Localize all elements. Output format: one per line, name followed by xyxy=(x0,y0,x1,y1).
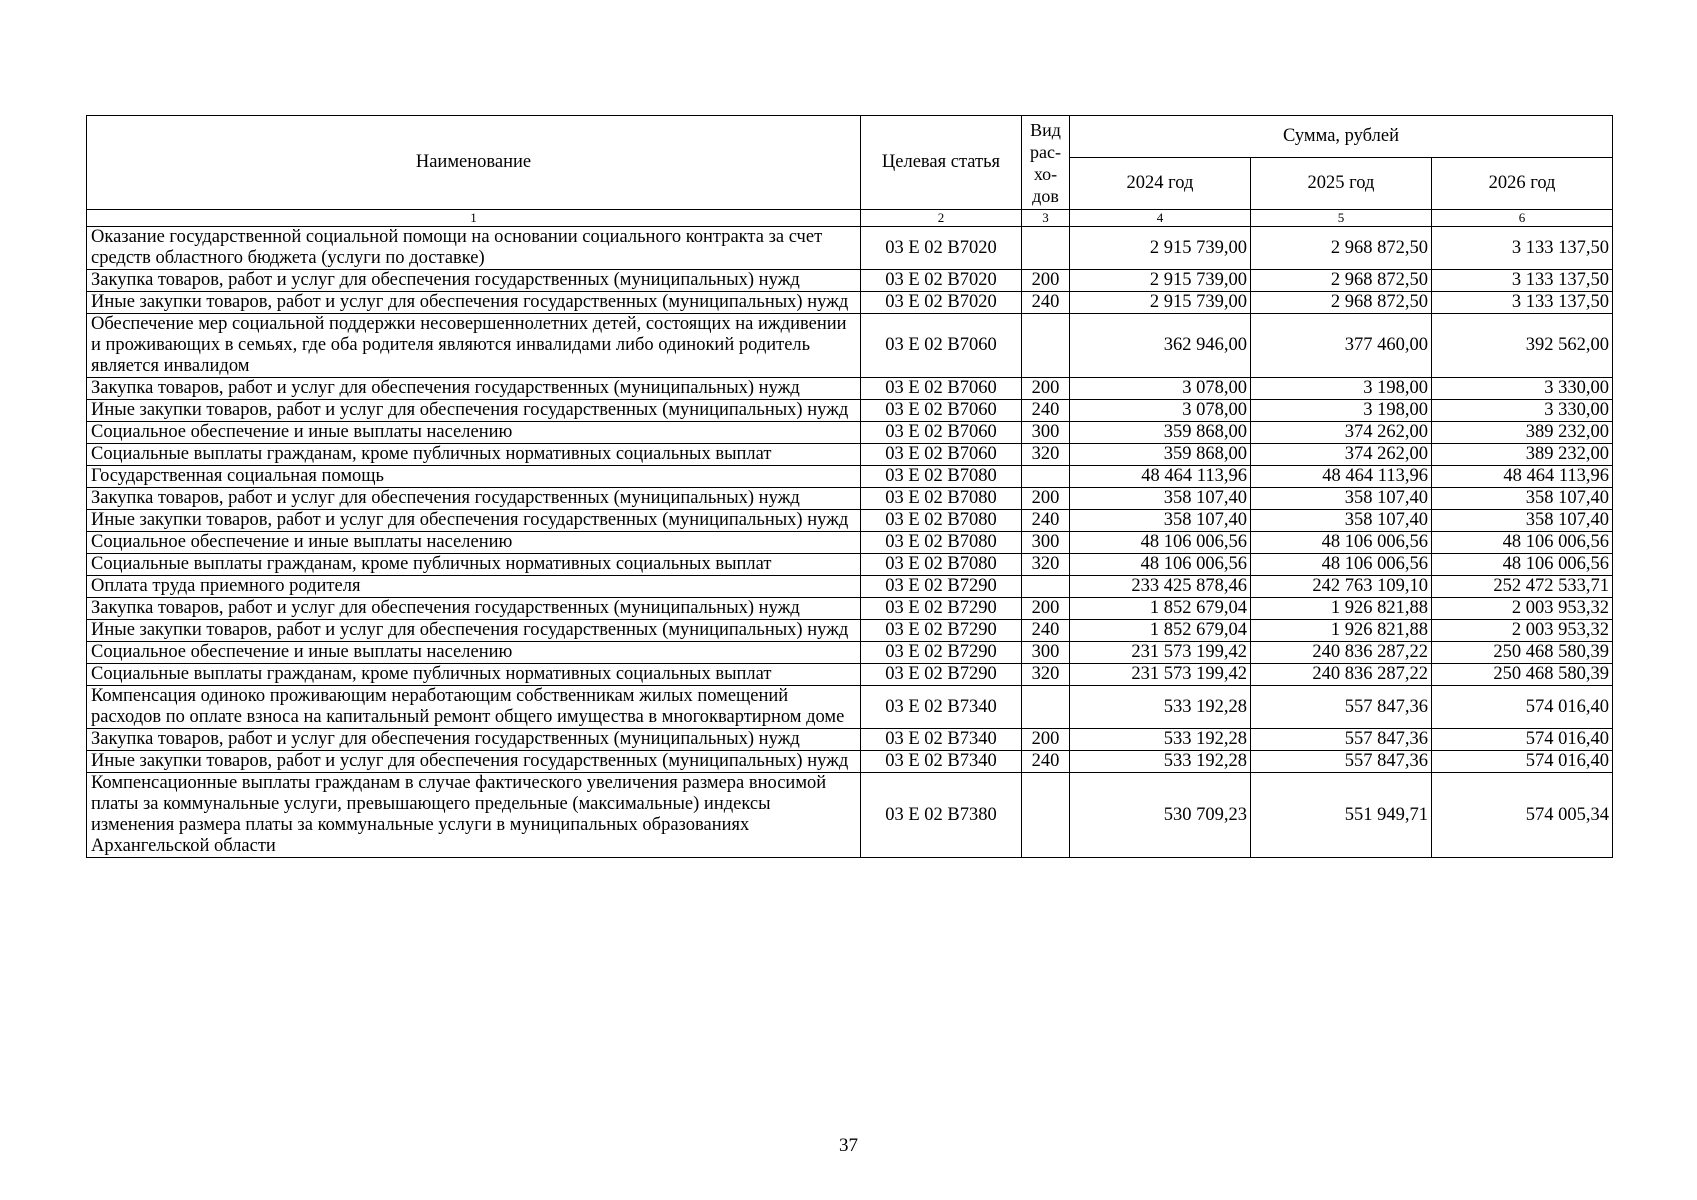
table-row xyxy=(87,270,1613,292)
row-amount-2025: 557 847,36 xyxy=(1251,751,1432,773)
row-amount-2025: 240 836 287,22 xyxy=(1251,642,1432,664)
row-amount-2026: 2 003 953,32 xyxy=(1432,598,1613,620)
column-number: 3 xyxy=(1022,210,1070,227)
row-expense-kind xyxy=(1022,314,1070,378)
row-amount-2024: 362 946,00 xyxy=(1070,314,1251,378)
row-name: Оплата труда приемного родителя xyxy=(87,576,861,598)
row-expense-kind: 240 xyxy=(1022,400,1070,422)
header-expense-kind xyxy=(1022,116,1070,210)
row-amount-2025: 374 262,00 xyxy=(1251,422,1432,444)
row-amount-2024: 533 192,28 xyxy=(1070,686,1251,729)
row-target-article: 03 Е 02 В7290 xyxy=(861,642,1022,664)
row-target-article: 03 Е 02 В7290 xyxy=(861,576,1022,598)
header-kind-line: Вид xyxy=(1030,119,1061,140)
row-amount-2024: 2 915 739,00 xyxy=(1070,227,1251,270)
row-name: Социальное обеспечение и иные выплаты населению xyxy=(87,532,861,554)
row-expense-kind: 240 xyxy=(1022,620,1070,642)
row-amount-2025: 48 464 113,96 xyxy=(1251,466,1432,488)
header-year-2026: 2026 год xyxy=(1432,158,1613,210)
row-name: Иные закупки товаров, работ и услуг для обеспечения государственных (муниципальных) нужд xyxy=(87,400,861,422)
row-amount-2024: 359 868,00 xyxy=(1070,422,1251,444)
row-expense-kind: 240 xyxy=(1022,510,1070,532)
row-amount-2024: 358 107,40 xyxy=(1070,510,1251,532)
column-number: 1 xyxy=(87,210,861,227)
row-target-article: 03 Е 02 В7340 xyxy=(861,751,1022,773)
table-row xyxy=(87,664,1613,686)
row-expense-kind: 320 xyxy=(1022,444,1070,466)
row-target-article: 03 Е 02 В7340 xyxy=(861,686,1022,729)
row-amount-2025: 377 460,00 xyxy=(1251,314,1432,378)
table-body xyxy=(87,227,1613,858)
row-amount-2025: 557 847,36 xyxy=(1251,729,1432,751)
row-name: Государственная социальная помощь xyxy=(87,466,861,488)
row-amount-2026: 574 005,34 xyxy=(1432,773,1613,858)
row-amount-2025: 551 949,71 xyxy=(1251,773,1432,858)
table-row xyxy=(87,422,1613,444)
row-name: Социальные выплаты гражданам, кроме публичных нормативных социальных выплат xyxy=(87,664,861,686)
row-amount-2025: 242 763 109,10 xyxy=(1251,576,1432,598)
header-sum: Сумма, рублей xyxy=(1070,116,1613,158)
table-row xyxy=(87,751,1613,773)
header-year-2024: 2024 год xyxy=(1070,158,1251,210)
table-row xyxy=(87,554,1613,576)
row-target-article: 03 Е 02 В7020 xyxy=(861,270,1022,292)
row-amount-2025: 2 968 872,50 xyxy=(1251,292,1432,314)
header-kind-line: хо- xyxy=(1033,163,1058,184)
row-expense-kind: 300 xyxy=(1022,642,1070,664)
row-amount-2024: 48 106 006,56 xyxy=(1070,532,1251,554)
row-target-article: 03 Е 02 В7060 xyxy=(861,422,1022,444)
row-amount-2024: 2 915 739,00 xyxy=(1070,270,1251,292)
row-amount-2024: 533 192,28 xyxy=(1070,729,1251,751)
row-amount-2025: 557 847,36 xyxy=(1251,686,1432,729)
row-target-article: 03 Е 02 В7290 xyxy=(861,664,1022,686)
row-expense-kind xyxy=(1022,466,1070,488)
table-row xyxy=(87,227,1613,270)
row-amount-2026: 3 133 137,50 xyxy=(1432,227,1613,270)
row-amount-2025: 374 262,00 xyxy=(1251,444,1432,466)
row-amount-2025: 2 968 872,50 xyxy=(1251,227,1432,270)
row-target-article: 03 Е 02 В7060 xyxy=(861,400,1022,422)
row-amount-2026: 574 016,40 xyxy=(1432,686,1613,729)
row-name: Компенсационные выплаты гражданам в случае фактического увеличения размера вносимой платы за коммунальные услуги, превышающего предельные (максимальные) индексы изменения размера платы за коммунальные услуги в муниципальных образованиях Архангельской области xyxy=(87,773,861,858)
row-amount-2024: 359 868,00 xyxy=(1070,444,1251,466)
row-expense-kind: 320 xyxy=(1022,554,1070,576)
row-name: Социальные выплаты гражданам, кроме публичных нормативных социальных выплат xyxy=(87,444,861,466)
table-row xyxy=(87,686,1613,729)
row-amount-2025: 358 107,40 xyxy=(1251,510,1432,532)
row-expense-kind xyxy=(1022,773,1070,858)
column-number: 6 xyxy=(1432,210,1613,227)
row-amount-2026: 2 003 953,32 xyxy=(1432,620,1613,642)
row-amount-2024: 231 573 199,42 xyxy=(1070,642,1251,664)
row-amount-2024: 233 425 878,46 xyxy=(1070,576,1251,598)
row-name: Закупка товаров, работ и услуг для обеспечения государственных (муниципальных) нужд xyxy=(87,378,861,400)
row-amount-2026: 358 107,40 xyxy=(1432,488,1613,510)
row-amount-2024: 1 852 679,04 xyxy=(1070,620,1251,642)
row-amount-2025: 2 968 872,50 xyxy=(1251,270,1432,292)
row-amount-2026: 358 107,40 xyxy=(1432,510,1613,532)
row-amount-2024: 533 192,28 xyxy=(1070,751,1251,773)
row-amount-2026: 389 232,00 xyxy=(1432,422,1613,444)
row-expense-kind: 240 xyxy=(1022,292,1070,314)
row-name: Закупка товаров, работ и услуг для обеспечения государственных (муниципальных) нужд xyxy=(87,598,861,620)
row-expense-kind: 300 xyxy=(1022,422,1070,444)
row-amount-2024: 1 852 679,04 xyxy=(1070,598,1251,620)
table-row xyxy=(87,620,1613,642)
row-amount-2025: 1 926 821,88 xyxy=(1251,598,1432,620)
row-amount-2026: 48 106 006,56 xyxy=(1432,532,1613,554)
row-name: Закупка товаров, работ и услуг для обеспечения государственных (муниципальных) нужд xyxy=(87,729,861,751)
row-amount-2025: 48 106 006,56 xyxy=(1251,532,1432,554)
header-target-article: Целевая статья xyxy=(861,116,1022,210)
row-amount-2024: 3 078,00 xyxy=(1070,400,1251,422)
table-row xyxy=(87,729,1613,751)
row-amount-2024: 48 464 113,96 xyxy=(1070,466,1251,488)
row-amount-2026: 252 472 533,71 xyxy=(1432,576,1613,598)
row-target-article: 03 Е 02 В7080 xyxy=(861,510,1022,532)
row-name: Обеспечение мер социальной поддержки несовершеннолетних детей, состоящих на иждивении и проживающих в семьях, где оба родителя являются инвалидами либо одинокий родитель является инвалидом xyxy=(87,314,861,378)
table-row xyxy=(87,314,1613,378)
table-row xyxy=(87,292,1613,314)
row-amount-2026: 3 330,00 xyxy=(1432,400,1613,422)
row-amount-2024: 530 709,23 xyxy=(1070,773,1251,858)
row-name: Социальные выплаты гражданам, кроме публичных нормативных социальных выплат xyxy=(87,554,861,576)
row-expense-kind: 200 xyxy=(1022,270,1070,292)
row-amount-2026: 392 562,00 xyxy=(1432,314,1613,378)
row-amount-2026: 3 330,00 xyxy=(1432,378,1613,400)
row-amount-2024: 2 915 739,00 xyxy=(1070,292,1251,314)
row-name: Закупка товаров, работ и услуг для обеспечения государственных (муниципальных) нужд xyxy=(87,270,861,292)
row-amount-2024: 48 106 006,56 xyxy=(1070,554,1251,576)
header-kind-line: дов xyxy=(1032,185,1059,206)
row-expense-kind: 320 xyxy=(1022,664,1070,686)
row-name: Оказание государственной социальной помощи на основании социального контракта за счет средств областного бюджета (услуги по доставке) xyxy=(87,227,861,270)
row-amount-2025: 240 836 287,22 xyxy=(1251,664,1432,686)
row-target-article: 03 Е 02 В7340 xyxy=(861,729,1022,751)
page-number: 37 xyxy=(839,1135,858,1156)
table-row xyxy=(87,598,1613,620)
column-number: 2 xyxy=(861,210,1022,227)
row-amount-2025: 48 106 006,56 xyxy=(1251,554,1432,576)
row-target-article: 03 Е 02 В7020 xyxy=(861,292,1022,314)
row-target-article: 03 Е 02 В7080 xyxy=(861,488,1022,510)
row-amount-2024: 3 078,00 xyxy=(1070,378,1251,400)
header-kind-line: рас- xyxy=(1030,141,1061,162)
table-row xyxy=(87,444,1613,466)
row-target-article: 03 Е 02 В7060 xyxy=(861,378,1022,400)
row-name: Компенсация одиноко проживающим неработающим собственникам жилых помещений расходов по оплате взноса на капитальный ремонт общего имущества в многоквартирном доме xyxy=(87,686,861,729)
table-row xyxy=(87,488,1613,510)
row-name: Иные закупки товаров, работ и услуг для обеспечения государственных (муниципальных) нужд xyxy=(87,620,861,642)
table-row xyxy=(87,466,1613,488)
table-row xyxy=(87,510,1613,532)
table-row xyxy=(87,532,1613,554)
row-expense-kind: 300 xyxy=(1022,532,1070,554)
row-expense-kind: 200 xyxy=(1022,488,1070,510)
row-amount-2024: 358 107,40 xyxy=(1070,488,1251,510)
row-target-article: 03 Е 02 В7060 xyxy=(861,444,1022,466)
budget-table xyxy=(86,115,1613,858)
row-amount-2026: 250 468 580,39 xyxy=(1432,664,1613,686)
table-row xyxy=(87,576,1613,598)
row-amount-2025: 358 107,40 xyxy=(1251,488,1432,510)
header-year-2025: 2025 год xyxy=(1251,158,1432,210)
row-expense-kind: 200 xyxy=(1022,378,1070,400)
row-amount-2025: 3 198,00 xyxy=(1251,400,1432,422)
row-amount-2024: 231 573 199,42 xyxy=(1070,664,1251,686)
table-row xyxy=(87,400,1613,422)
table-row xyxy=(87,378,1613,400)
row-target-article: 03 Е 02 В7080 xyxy=(861,466,1022,488)
row-name: Иные закупки товаров, работ и услуг для обеспечения государственных (муниципальных) нужд xyxy=(87,751,861,773)
header-name: Наименование xyxy=(87,116,861,210)
row-name: Иные закупки товаров, работ и услуг для обеспечения государственных (муниципальных) нужд xyxy=(87,510,861,532)
table-row xyxy=(87,773,1613,858)
row-target-article: 03 Е 02 В7290 xyxy=(861,598,1022,620)
row-name: Социальное обеспечение и иные выплаты населению xyxy=(87,642,861,664)
row-expense-kind: 240 xyxy=(1022,751,1070,773)
row-name: Закупка товаров, работ и услуг для обеспечения государственных (муниципальных) нужд xyxy=(87,488,861,510)
row-target-article: 03 Е 02 В7380 xyxy=(861,773,1022,858)
row-expense-kind xyxy=(1022,576,1070,598)
row-target-article: 03 Е 02 В7020 xyxy=(861,227,1022,270)
row-amount-2026: 389 232,00 xyxy=(1432,444,1613,466)
row-expense-kind xyxy=(1022,227,1070,270)
row-target-article: 03 Е 02 В7080 xyxy=(861,554,1022,576)
row-amount-2025: 1 926 821,88 xyxy=(1251,620,1432,642)
row-expense-kind: 200 xyxy=(1022,729,1070,751)
row-target-article: 03 Е 02 В7080 xyxy=(861,532,1022,554)
row-amount-2025: 3 198,00 xyxy=(1251,378,1432,400)
table-row xyxy=(87,642,1613,664)
row-amount-2026: 250 468 580,39 xyxy=(1432,642,1613,664)
row-amount-2026: 574 016,40 xyxy=(1432,751,1613,773)
row-amount-2026: 48 106 006,56 xyxy=(1432,554,1613,576)
row-expense-kind xyxy=(1022,686,1070,729)
column-number: 5 xyxy=(1251,210,1432,227)
row-expense-kind: 200 xyxy=(1022,598,1070,620)
row-amount-2026: 48 464 113,96 xyxy=(1432,466,1613,488)
row-name: Социальное обеспечение и иные выплаты населению xyxy=(87,422,861,444)
row-name: Иные закупки товаров, работ и услуг для обеспечения государственных (муниципальных) нужд xyxy=(87,292,861,314)
row-amount-2026: 3 133 137,50 xyxy=(1432,270,1613,292)
column-number: 4 xyxy=(1070,210,1251,227)
row-amount-2026: 3 133 137,50 xyxy=(1432,292,1613,314)
row-target-article: 03 Е 02 В7290 xyxy=(861,620,1022,642)
column-number-row xyxy=(87,210,1613,227)
row-target-article: 03 Е 02 В7060 xyxy=(861,314,1022,378)
row-amount-2026: 574 016,40 xyxy=(1432,729,1613,751)
